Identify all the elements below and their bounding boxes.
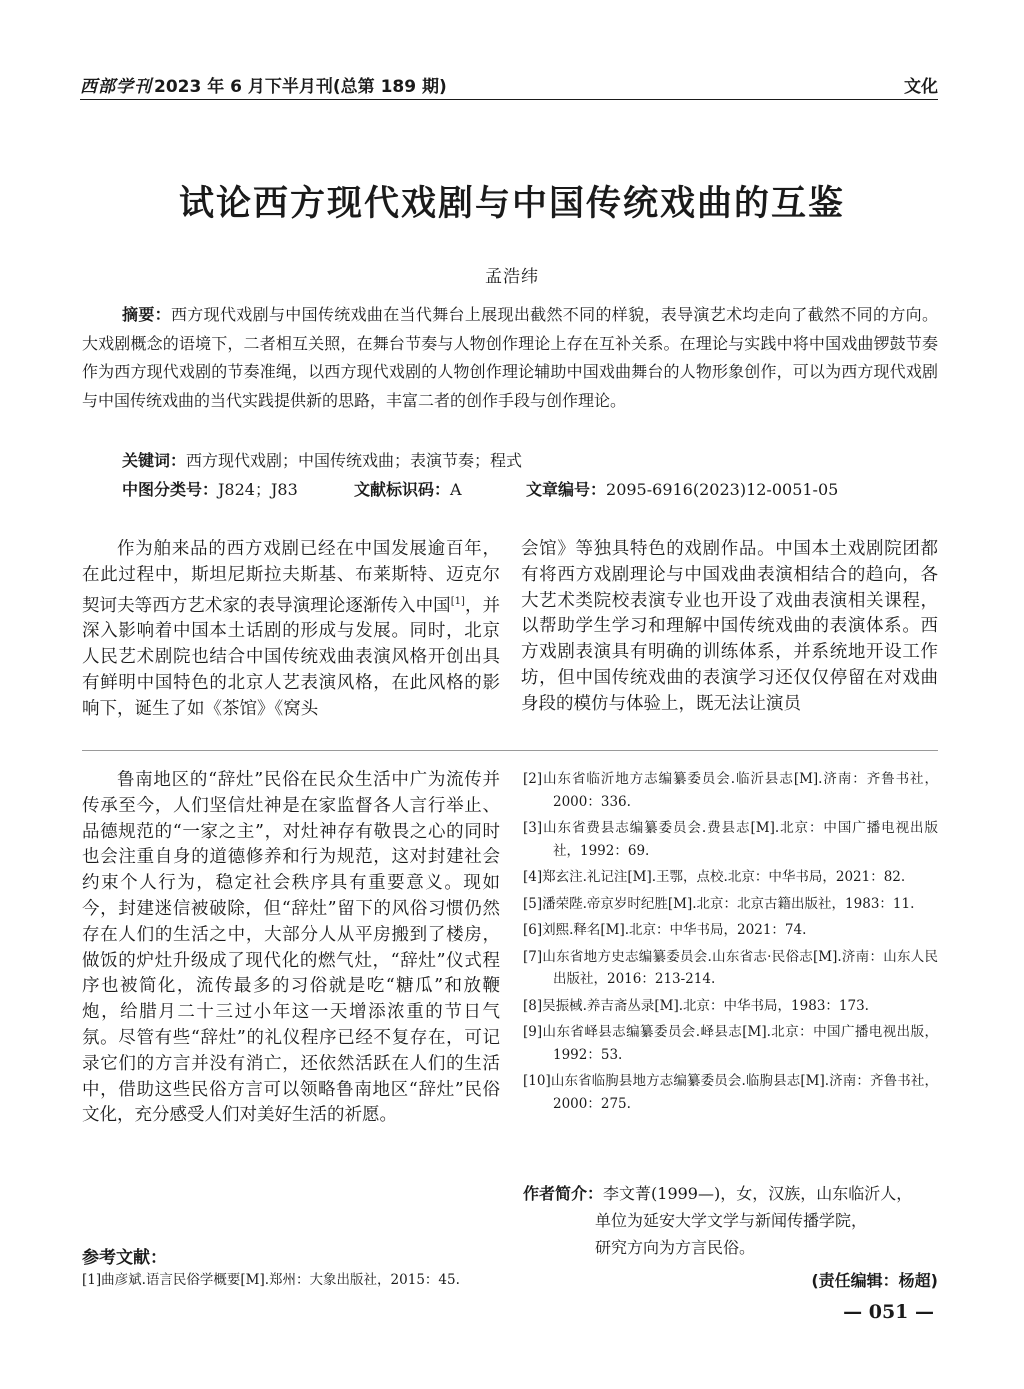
article-title: 试论西方现代戏剧与中国传统戏曲的互鉴 [178,183,845,224]
article-author: 孟浩纬 [485,267,539,287]
clc-label: 中图分类号： [122,480,219,499]
reference-item: [8]吴振棫.养吉斋丛录[M].北京：中华书局，1983：173. [523,997,869,1014]
article-body-right [521,537,938,718]
classification-row [122,477,938,500]
page-number: — 051 — [843,1301,934,1323]
issue-info: 2023 年 6 月下半月刊(总第 189 期) [154,77,447,97]
abstract-text: 西方现代戏剧与中国传统戏曲在当代舞台上展现出截然不同的样貌，表导演艺术均走向了截然不同的方向。大戏剧概念的语境下，二者相互关照，在舞台节奏与人物创作理论上存在互补关系。在理论与实践中将中国戏曲锣鼓节奏作为西方现代戏剧的节奏准绳，以西方现代戏剧的人物创作理论辅助中国戏曲舞台的人物形象创作，可以为西方现代戏剧与中国传统戏曲的当代实践提供新的思路，丰富二者的创作手段与创作理论。 [82,305,938,410]
reference-item: [10]山东省临朐县地方志编纂委员会.临朐县志[M].济南：齐鲁书社，2000：275. [523,1073,938,1112]
article-number [526,477,838,500]
clc-value: J824；J83 [218,480,298,499]
reference-item: [2]山东省临沂地方志编纂委员会.临沂县志[M].济南：齐鲁书社，2000：336. [523,771,938,810]
article-no-value: 2095-6916(2023)12-0051-05 [606,480,839,499]
reference-item: [5]潘荣陛.帝京岁时纪胜[M].北京：北京古籍出版社，1983：11. [523,895,915,912]
keywords [122,448,522,471]
keywords-label: 关键词： [122,451,187,470]
abstract [82,301,938,415]
references-list [523,768,938,1119]
clc-code [122,477,354,500]
bio-line: 李文菁(1999—)，女，汉族，山东临沂人， [603,1184,913,1203]
responsible-editor: (责任编辑：杨超) [811,1271,938,1290]
previous-article-body [82,768,500,1129]
keywords-text: 西方现代戏剧；中国传统戏曲；表演节奏；程式 [186,451,523,470]
references-title: 参考文献： [82,1248,167,1268]
body-text: ，并深入影响着中国本土话剧的形成与发展。同时，北京人民艺术剧院也结合中国传统戏曲表演风格开创出具有鲜明中国特色的北京人艺表演风格，在此风格的影响下，诞生了如《茶馆》《窝头 [82,595,501,719]
reference-item: [3]山东省费县志编纂委员会.费县志[M].北京：中国广播电视出版社，1992：69. [523,820,938,859]
section-divider [82,750,938,751]
bio-line: 单位为延安大学文学与新闻传播学院， [595,1211,868,1230]
reference-item: [9]山东省峄县志编纂委员会.峄县志[M].北京：中国广播电视出版，1992：53. [523,1024,938,1063]
reference-item: [7]山东省地方史志编纂委员会.山东省志·民俗志[M].济南：山东人民出版社，2016：213-214. [523,948,938,987]
body-paragraph [82,537,500,722]
doc-code-value: A [450,480,462,499]
reference-item: [6]刘熙.释名[M].北京：中华书局，2021：74. [523,922,807,938]
body-paragraph: 会馆》等独具特色的戏剧作品。中国本土戏剧院团都有将西方戏剧理论与中国戏曲表演相结合的趋向，各大艺术类院校表演专业也开设了戏曲表演相关课程，以帮助学生学习和理解中国传统戏曲的表演体系。西方戏剧表演具有明确的训练体系，并系统地开设工作坊，但中国传统戏曲的表演学习还仅仅停留在对戏曲身段的模仿与体验上，既无法让演员 [521,539,938,714]
author-bio [523,1180,938,1261]
journal-logo: 西部学刊 [80,77,152,97]
section-label: 文化 [904,77,938,97]
doc-code-label: 文献标识码： [354,480,451,499]
article-no-label: 文章编号： [526,480,607,499]
body-paragraph: 鲁南地区的“辞灶”民俗在民众生活中广为流传并传承至今，人们坚信灶神是在家监督各人言行举止、品德规范的“一家之主”，对灶神存有敬畏之心的同时也会注重自身的道德修养和行为规范，这对封建社会约束个人行为，稳定社会秩序具有重要意义。现如今，封建迷信被破除，但“辞灶”留下的风俗习惯仍然存在人们的生活之中，大部分人从平房搬到了楼房，做饭的炉灶升级成了现代化的燃气灶，“辞灶”仪式程序也被简化，流传最多的习俗就是吃“糖瓜”和放鞭炮，给腊月二十三过小年这一天增添浓重的节日气氛。尽管有些“辞灶”的礼仪程序已经不复存在，可记录它们的方言并没有消亡，还依然活跃在人们的生活中，借助这些民俗方言可以领略鲁南地区“辞灶”民俗文化，充分感受人们对美好生活的祈愿。 [82,770,500,1126]
article-body-left [82,537,500,722]
bio-line: 研究方向为方言民俗。 [595,1238,756,1257]
header-divider [80,99,938,100]
abstract-label: 摘要： [122,305,171,324]
reference-item: [4]郑玄注.礼记注[M].王鄂，点校.北京：中华书局，2021：82. [523,869,906,885]
bio-label: 作者简介： [523,1184,604,1203]
reference-item: [1]曲彦斌.语言民俗学概要[M].郑州：大象出版社，2015：45. [82,1272,460,1288]
body-text: 作为舶来品的西方戏剧已经在中国发展逾百年，在此过程中，斯坦尼斯拉夫斯基、布莱斯特、迈克尔契诃夫等西方艺术家的表导演理论逐渐传入中国 [82,539,500,616]
doc-code [354,477,526,500]
citation-marker: [1] [450,595,465,607]
running-header [80,72,447,97]
